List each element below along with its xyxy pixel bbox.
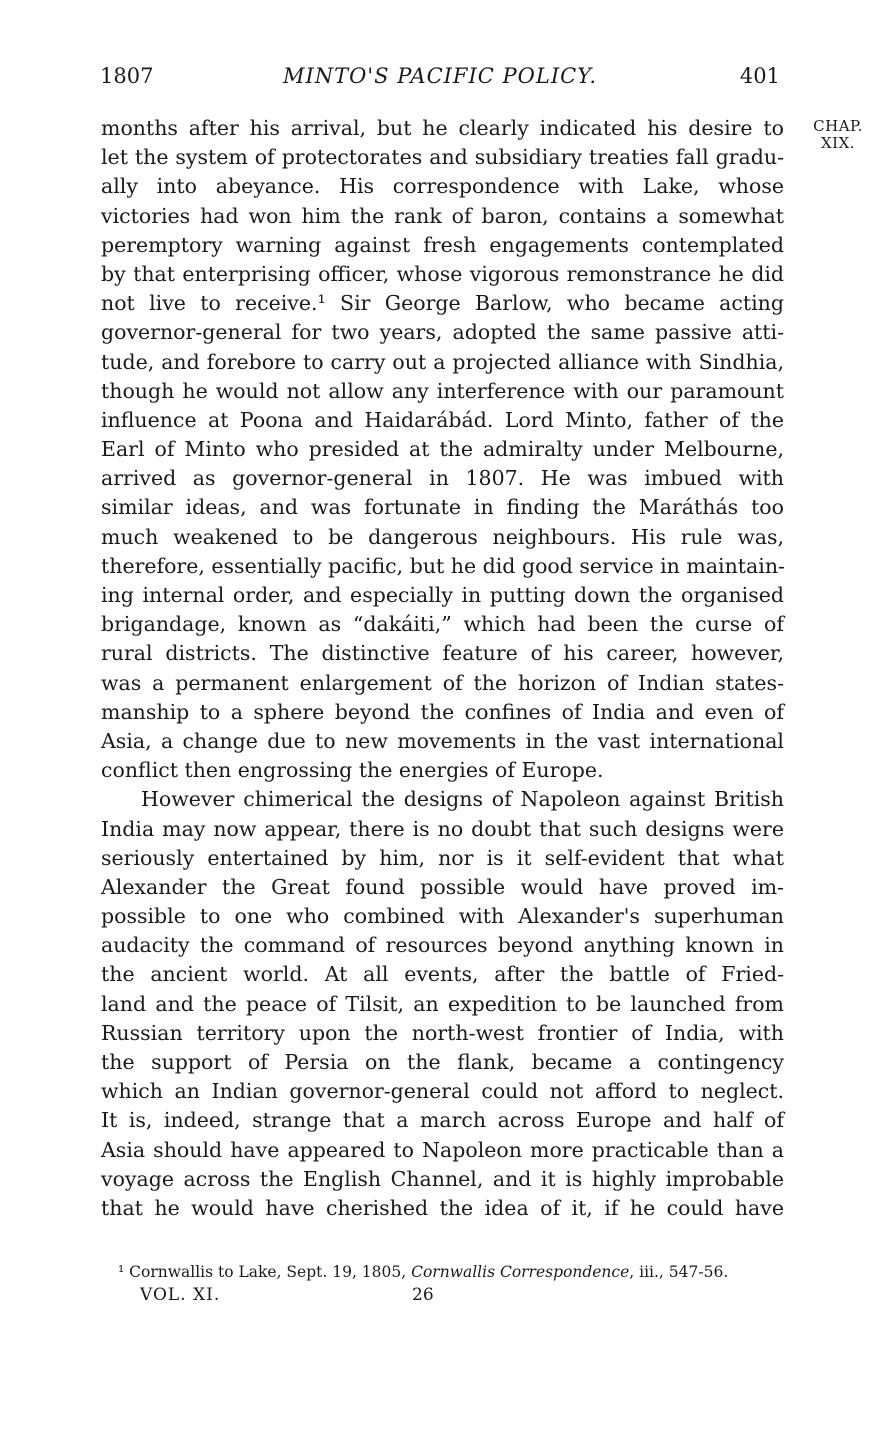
paragraph-end-line: conflict then engrossing the energies of Europe.: [101, 758, 604, 783]
text-line: which an Indian governor-general could not afford to neglect.: [101, 1079, 784, 1104]
chapter-label: CHAP.: [813, 117, 863, 135]
running-header: [100, 64, 780, 94]
text-line: victories had won him the rank of baron, contains a somewhat: [101, 203, 784, 228]
text-line: similar ideas, and was fortunate in finding the Maráthás too: [101, 495, 784, 520]
text-line: much weakened to be dangerous neighbours. His rule was,: [101, 524, 784, 549]
footnote-text: Cornwallis to Lake, Sept. 19, 1805,: [124, 1263, 412, 1281]
volume-mark: VOL. XI.: [140, 1285, 221, 1305]
text-line: possible to one who combined with Alexander's superhuman: [101, 904, 784, 929]
text-line: Alexander the Great found possible would have proved im-: [101, 874, 784, 899]
text-line: therefore, essentially pacific, but he did good service in maintain-: [101, 553, 785, 578]
text-line: that he would have cherished the idea of it, if he could have: [101, 1195, 784, 1220]
text-line: It is, indeed, strange that a march across Europe and half of: [101, 1108, 784, 1133]
printer-signature: [140, 1285, 540, 1311]
chapter-marginal-note: [798, 118, 878, 152]
text-line: Asia, a change due to new movements in the vast international: [101, 728, 784, 753]
text-line: arrived as governor-general in 1807. He was imbued with: [101, 466, 784, 491]
footnote: [118, 1262, 798, 1282]
text-line: months after his arrival, but he clearly indicated his desire to: [101, 116, 784, 140]
text-line: tude, and forebore to carry out a projected alliance with Sindhia,: [101, 349, 784, 374]
text-line: Earl of Minto who presided at the admiralty under Melbourne,: [101, 437, 784, 462]
header-year: 1807: [100, 64, 154, 88]
text-line: was a permanent enlargement of the horizon of Indian states-: [101, 670, 784, 695]
chapter-number: XIX.: [820, 134, 856, 152]
text-line: though he would not allow any interference with our paramount: [101, 378, 784, 403]
signature-number: 26: [412, 1285, 434, 1305]
footnote-source-title: Cornwallis Correspondence: [411, 1263, 630, 1281]
footnote-text-end: , iii., 547-56.: [629, 1263, 729, 1281]
text-line: by that enterprising officer, whose vigorous remonstrance he did: [101, 261, 784, 286]
text-line: rural districts. The distinctive feature of his career, however,: [101, 641, 784, 666]
text-line: audacity the command of resources beyond anything known in: [101, 933, 784, 958]
text-line: brigandage, known as “dakáiti,” which had been the curse of: [101, 612, 784, 637]
text-line: ing internal order, and especially in putting down the organised: [101, 583, 784, 607]
text-line: the support of Persia on the flank, became a contingency: [101, 1050, 784, 1074]
paragraph-start-line: However chimerical the designs of Napoleon against British: [141, 787, 784, 812]
footnote-marker: ¹: [118, 1263, 125, 1281]
text-line: Russian territory upon the north-west frontier of India, with: [101, 1020, 784, 1045]
text-line: the ancient world. At all events, after the battle of Fried-: [101, 962, 784, 987]
text-line: influence at Poona and Haidarábád. Lord Minto, father of the: [101, 407, 784, 432]
text-line: manship to a sphere beyond the confines of India and even of: [101, 699, 784, 724]
text-line: governor-general for two years, adopted the same passive atti-: [101, 320, 784, 345]
page-number: 401: [739, 64, 780, 88]
text-line: peremptory warning against fresh engagements contemplated: [101, 232, 784, 257]
text-line: let the system of protectorates and subsidiary treaties fall gradu-: [101, 145, 784, 170]
text-line: Asia should have appeared to Napoleon more practicable than a: [101, 1137, 784, 1162]
header-title: MINTO'S PACIFIC POLICY.: [282, 64, 598, 88]
text-line: ally into abeyance. His correspondence with Lake, whose: [101, 174, 784, 199]
text-line: seriously entertained by him, nor is it self-evident that what: [101, 845, 784, 870]
body-text: [101, 114, 784, 1223]
text-line: India may now appear, there is no doubt that such designs were: [101, 816, 784, 841]
text-line: voyage across the English Channel, and it is highly improbable: [101, 1166, 784, 1191]
text-line: land and the peace of Tilsit, an expedition to be launched from: [101, 991, 784, 1016]
text-line: not live to receive.¹ Sir George Barlow, who became acting: [101, 291, 784, 316]
